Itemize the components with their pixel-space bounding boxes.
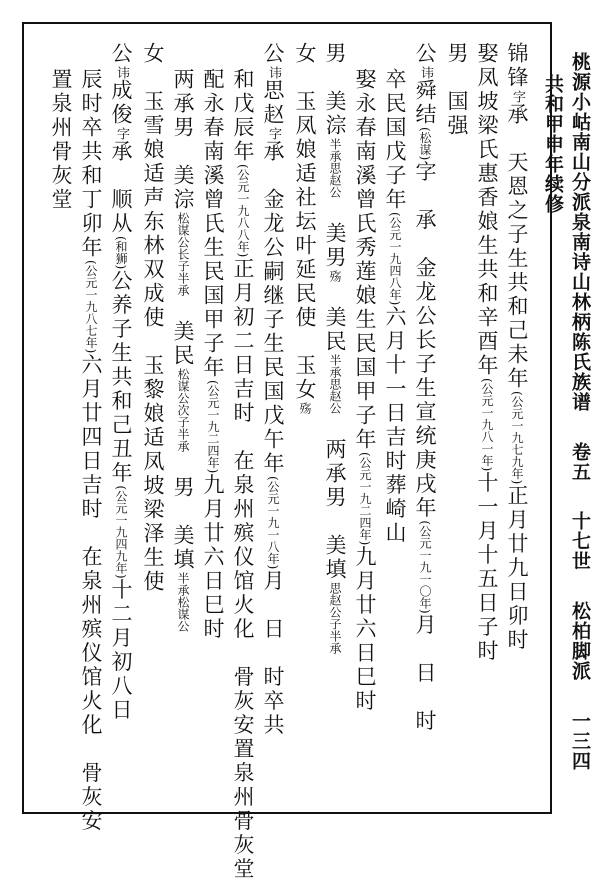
generation-label: 十七世 [569, 511, 591, 572]
text-column-6: 娶永春南溪曾氏秀莲娘生民国甲子年(公元一九二四年)九月廿六日巳时 [353, 68, 377, 714]
text-column-5: 卒民国戊子年(公元一九四八年)六月十一日吉时葬崎山 [383, 68, 407, 546]
branch-label: 松柏脚派 [569, 600, 591, 681]
text-column-7: 男 美淙半承思赵公 美男殇 美民半承思赵公 两承男 美填思赵公子半承 [323, 42, 347, 654]
text-column-1: 锦锋字承 天恩之子生共和己未年(公元一九七九年)正月廿九日卯时 [505, 42, 529, 653]
text-column-16: 置泉州骨灰堂 [49, 68, 73, 212]
text-column-12: 两承男 美淙松谋公长子半承 美民松谋公次子半承 男 美填半承松谋公 [171, 68, 195, 632]
text-column-9: 公讳思赵字承 金龙公嗣继子生民国戊午年(公元一九一八年)月 日 时卒共 [261, 42, 285, 738]
volume-label: 卷五 [569, 441, 591, 482]
text-column-14: 公讳成俊字承 顺从(和狮)公养子生共和己丑年(公元一九四九年)十二月初八日 [109, 42, 133, 723]
text-column-8: 女 玉凤娘适社坛叶延民使 玉女殇 [293, 42, 317, 414]
text-column-2: 娶凤坡梁氏惠香娘生共和辛酉年(公元一九八一年)十一月十五日子时 [475, 42, 499, 664]
page-header [542, 52, 594, 812]
genealogy-title: 桃源小岵南山分派泉南诗山林柄陈氏族谱 [569, 52, 591, 412]
text-column-10: 和戊辰年(公元一九八八年)正月初二日吉时 在泉州殡仪馆火化 骨灰安置泉州骨灰堂 [231, 68, 255, 881]
text-column-3: 男 国强 [445, 42, 469, 138]
page-number: 一三四 [569, 710, 591, 771]
text-column-13: 女 玉雪娘适声东林双成使 玉黎娘适凤坡梁泽生使 [141, 42, 165, 594]
text-column-11: 配永春南溪曾氏生民国甲子年(公元一九二四年)九月廿六日巳时 [201, 68, 225, 642]
edition-label: 共和甲申年续修 [542, 74, 564, 214]
text-column-15: 辰时卒共和丁卯年(公元一九八七年)六月廿四日吉时 在泉州殡仪馆火化 骨灰安 [79, 68, 103, 834]
text-column-4: 公讳舜结(松谋)字 承 金龙公长子生宣统庚戌年(公元一九一〇年)月 日 时 [413, 42, 437, 734]
